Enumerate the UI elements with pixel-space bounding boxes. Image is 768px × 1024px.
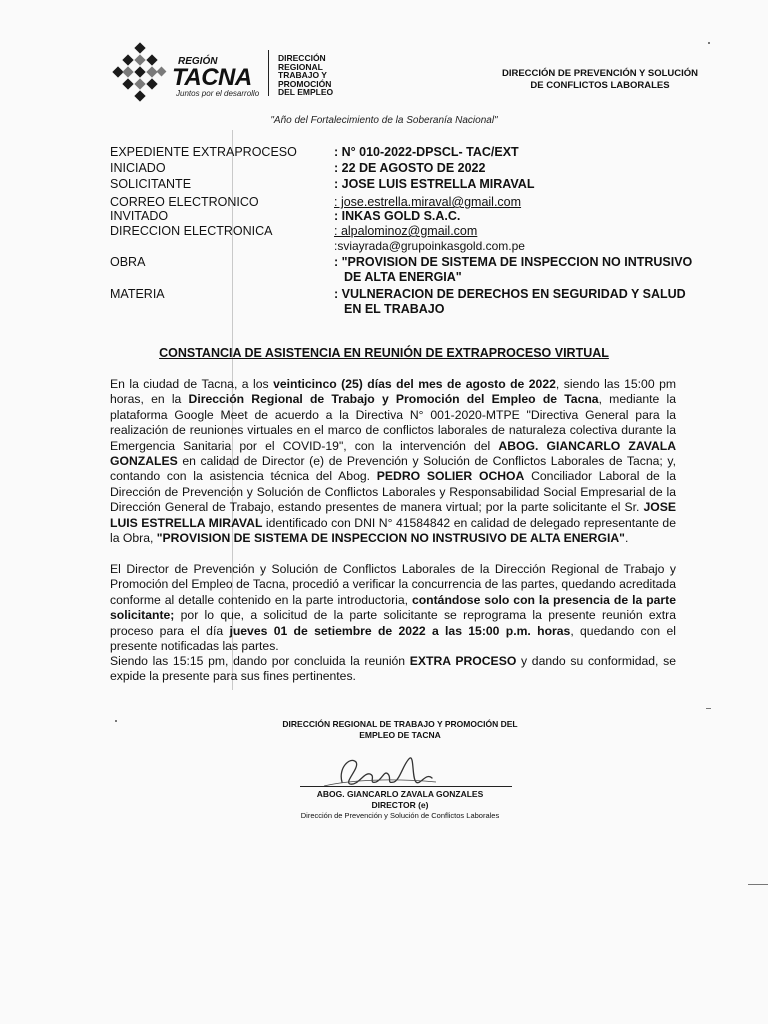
- signer-name: ABOG. GIANCARLO ZAVALA GONZALES: [316, 789, 484, 799]
- bold-span: contándose solo con la presencia de la parte solicitante;: [110, 592, 676, 623]
- iniciado-value: : 22 DE AGOSTO DE 2022: [334, 161, 486, 175]
- scan-speck: [115, 720, 117, 722]
- bold-span: jueves 01 de setiembre de 2022 a las 15:00 p.m. horas: [229, 623, 571, 638]
- region-tacna-emblem-icon: [112, 42, 172, 102]
- scan-speck: [706, 708, 711, 709]
- iniciado-label: INICIADO: [110, 161, 166, 175]
- document-title: CONSTANCIA DE ASISTENCIA EN REUNIÓN DE EXTRAPROCESO VIRTUAL: [159, 346, 609, 360]
- directorate-line: REGIONAL: [278, 61, 323, 72]
- text-span: y dando su conformidad, se expide la presente para sus fines pertinentes.: [110, 654, 676, 684]
- signature-office: [270, 719, 530, 741]
- scan-speck: [748, 884, 768, 885]
- expediente-value: : N° 010-2022-DPSCL- TAC/EXT: [334, 145, 519, 159]
- bold-span: JOSE LUIS ESTRELLA MIRAVAL: [110, 500, 676, 530]
- text-span: .: [624, 531, 629, 546]
- materia-label: MATERIA: [110, 287, 165, 301]
- signature-office-line: DIRECCIÓN REGIONAL DE TRABAJO Y PROMOCIÓN DEL: [282, 719, 518, 729]
- text-span: , quedando con el presente notificadas las partes.: [110, 623, 677, 654]
- invitado-label: INVITADO: [110, 209, 169, 223]
- bold-span: Dirección Regional de Trabajo y Promoción del Empleo de Tacna: [188, 392, 599, 407]
- signer-department: Dirección de Prevención y Solución de Conflictos Laborales: [300, 811, 500, 820]
- bold-span: ABOG. GIANCARLO ZAVALA GONZALES: [110, 438, 676, 469]
- scan-speck: [708, 42, 710, 44]
- obra-value-1: : "PROVISION DE SISTEMA DE INSPECCION NO INTRUSIVO: [334, 255, 693, 269]
- bold-span: PEDRO SOLIER OCHOA: [376, 469, 525, 484]
- paragraph-2: [110, 562, 676, 654]
- text-span: Conciliador Laboral de la Dirección de Prevención y Solución de Conflictos Laborales y Responsabilidad Social Empresarial de la Dirección General de Trabajo, estando presentes de manera virtual; por la parte solicitante el Sr.: [110, 469, 676, 515]
- office-line: DE CONFLICTOS LABORALES: [530, 80, 670, 91]
- expediente-label: EXPEDIENTE EXTRAPROCESO: [110, 145, 297, 159]
- materia-value-1: : VULNERACION DE DERECHOS EN SEGURIDAD Y SALUD: [334, 287, 686, 301]
- office-line: DIRECCIÓN DE PREVENCIÓN Y SOLUCIÓN: [501, 68, 698, 79]
- materia-value-2: EN EL TRABAJO: [344, 302, 445, 316]
- text-span: Siendo las 15:15 pm, dando por concluida la reunión: [110, 654, 410, 668]
- logo-slogan: Juntos por el desarrollo: [176, 89, 260, 98]
- correo-label: CORREO ELECTRONICO: [110, 195, 259, 209]
- text-span: identificado con DNI N° 41584842 en calidad de delegado representante de la Obra,: [110, 515, 676, 546]
- obra-label: OBRA: [110, 255, 146, 269]
- signature-line: [300, 786, 512, 787]
- text-span: , siendo las 15:00 pm horas, en la: [110, 377, 676, 407]
- text-span: El Director de Prevención y Solución de Conflictos Laborales de la Dirección Regional de Trabajo y Promoción del Empleo de Tacna, procedió a verificar la concurrencia de las partes, quedando acreditada conforme al detalle contenido en la parte introductoria,: [110, 562, 676, 607]
- paragraph-3: [110, 654, 676, 685]
- logo-region-name: TACNA: [172, 64, 252, 91]
- solicitante-value: : JOSE LUIS ESTRELLA MIRAVAL: [334, 177, 535, 191]
- bold-span: veinticinco (25) días del mes de agosto de 2022: [273, 377, 556, 391]
- correo-value-link[interactable]: : jose.estrella.miraval@gmail.com: [334, 195, 522, 209]
- directorate-line: DIRECCIÓN: [278, 53, 326, 63]
- obra-value-2: DE ALTA ENERGIA": [344, 270, 462, 284]
- direccion-label: DIRECCION ELECTRONICA: [110, 224, 273, 238]
- year-motto: "Año del Fortalecimiento de la Soberanía Nacional": [270, 115, 498, 126]
- signer-role: DIRECTOR (e): [371, 800, 429, 810]
- bold-span: "PROVISION DE SISTEMA DE INSPECCION NO INSTRUSIVO DE ALTA ENERGIA": [156, 531, 625, 546]
- text-span: en calidad de Director (e) de Prevención y Solución de Conflictos Laborales de Tacna; y, contando con la asistencia técnica del Abog.: [110, 454, 676, 484]
- bold-span: EXTRA PROCESO: [409, 654, 517, 668]
- header-divider: [268, 50, 269, 96]
- directorate-line: TRABAJO Y: [278, 70, 327, 81]
- directorate-name: [278, 54, 333, 97]
- text-span: En la ciudad de Tacna, a los: [110, 377, 274, 391]
- direccion-value-link-1[interactable]: : alpalominoz@gmail.com: [334, 224, 478, 238]
- directorate-line: PROMOCIÓN: [278, 78, 332, 89]
- text-span: por lo que, a solicitud de la parte solicitante se reprograma la presente reunión extra proceso para el día: [110, 608, 676, 638]
- solicitante-label: SOLICITANTE: [110, 177, 192, 191]
- handwritten-signature-icon: [320, 748, 440, 790]
- paragraph-1: [110, 377, 676, 546]
- invitado-value: : INKAS GOLD S.A.C.: [334, 209, 461, 223]
- text-span: , mediante la plataforma Google Meet de acuerdo a la Directiva N° 001-2020-MTPE "Directiva General para la realización de reuniones virtuales en el marco de conflictos laborales de naturaleza colectiva durante la Emergencia Sanitaria por el COVID-19", con la intervención del: [110, 392, 676, 453]
- office-name: [480, 68, 720, 92]
- signature-office-line: EMPLEO DE TACNA: [359, 730, 441, 740]
- directorate-line: DEL EMPLEO: [278, 87, 334, 98]
- direccion-value-2: :sviayrada@grupoinkasgold.com.pe: [334, 239, 525, 253]
- logo-region-word: REGIÓN: [178, 56, 218, 67]
